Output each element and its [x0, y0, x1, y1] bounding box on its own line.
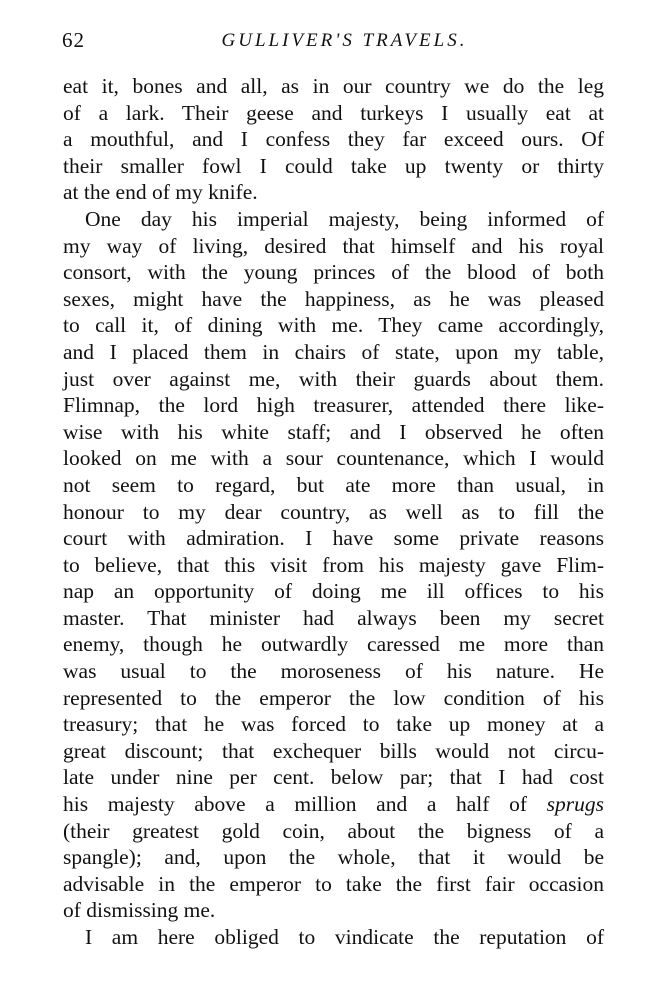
text-line: nap an opportunity of doing me ill offices to his: [63, 579, 604, 604]
text-line: treasury; that he was forced to take up money at a: [63, 712, 604, 737]
text-line: sexes, might have the happiness, as he was pleased: [63, 286, 604, 311]
text-segment: his majesty above a million and a half of: [63, 792, 527, 817]
text-line: represented to the emperor the low condition of his: [63, 685, 604, 710]
page-header: [62, 28, 607, 62]
text-line: Flimnap, the lord high treasurer, attended there like-: [63, 393, 604, 418]
text-line: spangle); and, upon the whole, that it would be: [63, 845, 604, 870]
text-line: consort, with the young princes of the blood of both: [63, 260, 604, 285]
text-line: advisable in the emperor to take the first fair occasion: [63, 871, 604, 896]
text-line: to believe, that this visit from his majesty gave Flim-: [63, 552, 604, 577]
text-line: of a lark. Their geese and turkeys I usually eat at: [63, 100, 604, 125]
text-line: One day his imperial majesty, being informed of: [85, 206, 604, 231]
text-line-with-italic: [63, 791, 604, 818]
text-line: wise with his white staff; and I observed he often: [63, 419, 604, 444]
text-line: a mouthful, and I confess they far exceed ours. Of: [63, 127, 604, 152]
text-line: enemy, though he outwardly caressed me more than: [63, 632, 604, 657]
text-line: my way of living, desired that himself and his royal: [63, 233, 604, 258]
text-line: I am here obliged to vindicate the reputation of: [85, 925, 604, 949]
text-line: looked on me with a sour countenance, which I would: [63, 446, 604, 471]
page-number: 62: [62, 28, 85, 52]
text-line: master. That minister had always been my secret: [63, 605, 604, 630]
text-line: at the end of my knife.: [63, 180, 258, 205]
text-line: was usual to the moroseness of his nature. He: [63, 659, 604, 684]
text-line: not seem to regard, but ate more than usual, in: [63, 472, 604, 497]
text-line: to call it, of dining with me. They came accordingly,: [63, 313, 604, 338]
text-line: court with admiration. I have some private reasons: [63, 526, 604, 551]
running-head: GULLIVER'S TRAVELS.: [221, 30, 468, 51]
text-line: honour to my dear country, as well as to fill the: [63, 499, 604, 524]
text-line: late under nine per cent. below par; that I had cost: [63, 765, 604, 790]
text-line: their smaller fowl I could take up twenty or thirty: [63, 153, 604, 178]
text-line: (their greatest gold coin, about the bigness of a: [63, 818, 604, 843]
text-line: eat it, bones and all, as in our country we do the leg: [63, 74, 604, 98]
body-text: [63, 73, 604, 951]
text-line: of dismissing me.: [63, 898, 216, 923]
text-line: and I placed them in chairs of state, upon my table,: [63, 339, 604, 364]
text-line: just over against me, with their guards about them.: [63, 366, 604, 391]
text-line: great discount; that exchequer bills would not circu-: [63, 738, 604, 763]
italic-word: sprugs: [546, 792, 604, 817]
